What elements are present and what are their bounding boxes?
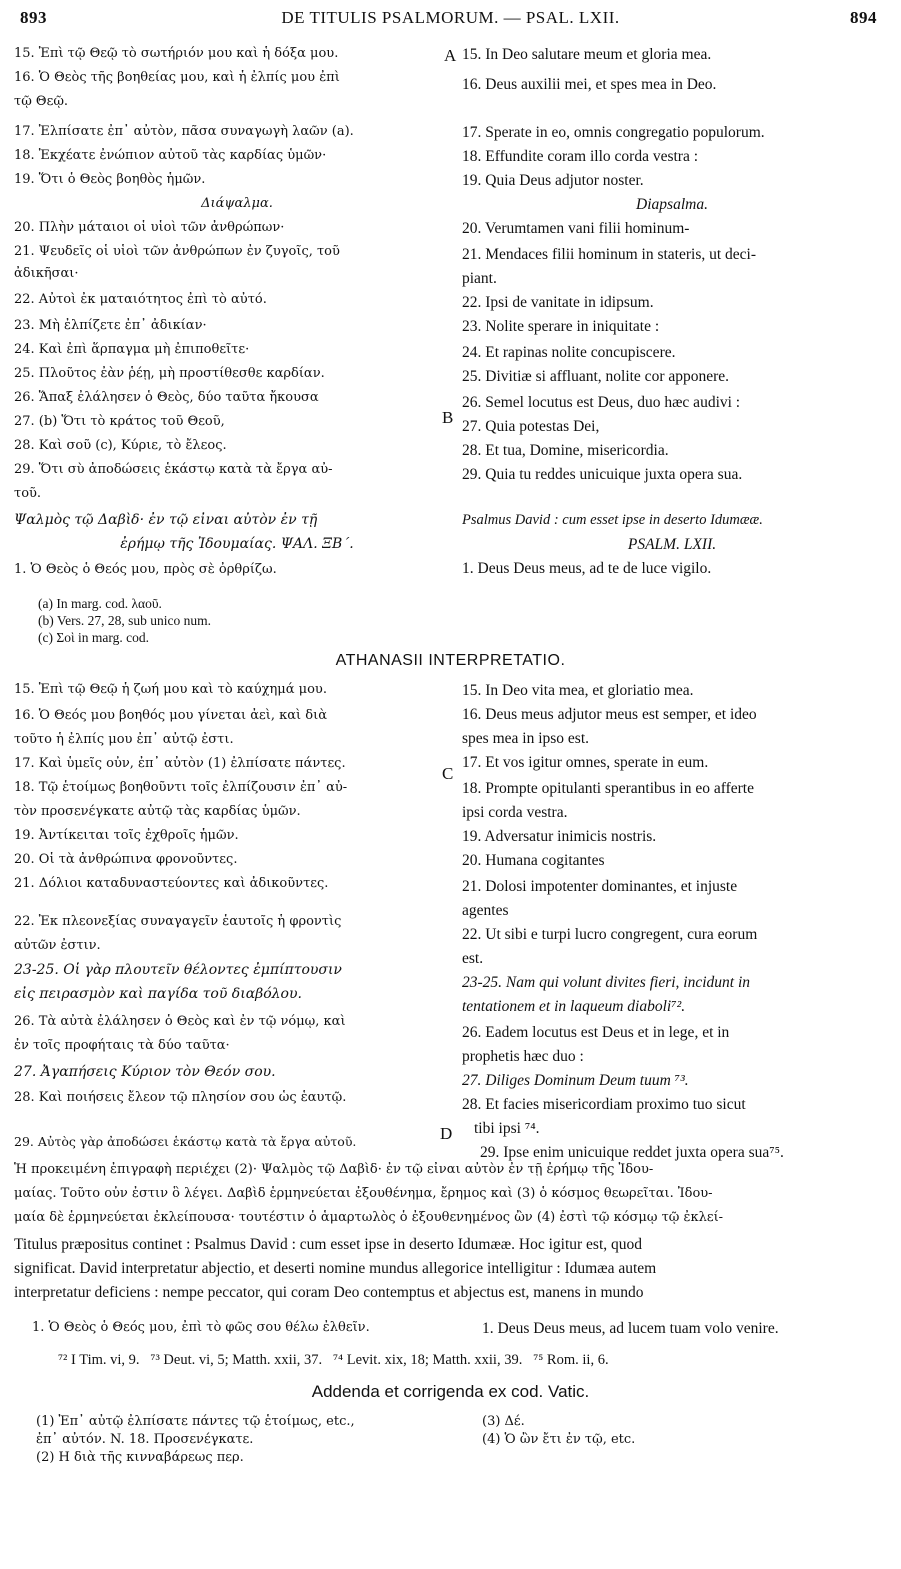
commentary-greek: μαίας. Τοῦτο οὖν ἐστιν ὃ λέγει. Δαβὶδ ἑρμηνεύεται ἐξουθένημα, ἔρημος καὶ (3) ὁ κόσμος θεωρεῖται. Ἰδου-	[14, 1186, 713, 1201]
greek-verse: 16. Ὁ Θεὸς τῆς βοηθείας μου, καὶ ἡ ἐλπίς μου ἐπὶ	[14, 70, 340, 85]
latin-verse: spes mea in ipso est.	[462, 730, 589, 747]
greek-verse: τοῦτο ἡ ἐλπίς μου ἐπ᾽ αὐτῷ ἐστι.	[14, 732, 234, 747]
greek-verse: 29. Αὐτὸς γὰρ ἀποδώσει ἑκάστῳ κατὰ τὰ ἔργα αὐτοῦ.	[14, 1134, 357, 1149]
greek-verse: 28. Καὶ ποιήσεις ἔλεον τῷ πλησίον σου ὡς ἑαυτῷ.	[14, 1090, 347, 1105]
greek-verse: 17. Ἐλπίσατε ἐπ᾽ αὐτὸν, πᾶσα συναγωγὴ λαῶν (a).	[14, 124, 354, 139]
margin-marker-a: A	[444, 46, 457, 65]
greek-verse: 22. Αὐτοὶ ἐκ ματαιότητος ἐπὶ τὸ αὐτό.	[14, 292, 267, 307]
margin-marker-c: C	[442, 764, 454, 783]
greek-psalm-title: ἐρήμῳ τῆς Ἰδουμαίας. ΨΑΛ. ΞΒ΄.	[120, 536, 354, 552]
greek-verse: 1. Ὁ Θεὸς ὁ Θεός μου, πρὸς σὲ ὀρθρίζω.	[14, 562, 277, 577]
greek-verse: 24. Καὶ ἐπὶ ἅρπαγμα μὴ ἐπιποθεῖτε·	[14, 342, 250, 357]
commentary-greek: Ἡ προκειμένη ἐπιγραφὴ περιέχει (2)· Ψαλμὸς τῷ Δαβὶδ· ἐν τῷ εἶναι αὐτὸν ἐν τῇ ἐρήμῳ τῆς Ἰδου-	[14, 1162, 654, 1177]
latin-verse: 27. Diliges Dominum Deum tuum ⁷³.	[462, 1072, 689, 1089]
latin-verse: est.	[462, 950, 484, 967]
latin-verse: 20. Humana cogitantes	[462, 852, 605, 869]
addenda-note: (1) Ἐπ᾽ αὐτῷ ἐλπίσατε πάντες τῷ ἑτοίμως, etc.,	[36, 1414, 355, 1429]
page-number-left: 893	[20, 8, 47, 27]
greek-verse: 18. Τῷ ἑτοίμως βοηθοῦντι τοῖς ἐλπίζουσιν ἐπ᾽ αὐ-	[14, 780, 348, 795]
greek-verse: 20. Οἱ τὰ ἀνθρώπινα φρονοῦντες.	[14, 852, 238, 867]
greek-verse: τὸν προσενέγκατε αὐτῷ τὰς καρδίας ὑμῶν.	[14, 804, 301, 819]
greek-verse: 19. Ὅτι ὁ Θεὸς βοηθὸς ἡμῶν.	[14, 172, 206, 187]
latin-psalm-title: Psalmus David : cum esset ipse in deserto Idumææ.	[462, 512, 763, 528]
addenda-note: (4) Ὁ ὢν ἔτι ἐν τῷ, etc.	[482, 1432, 636, 1447]
latin-verse: 18. Prompte opitulanti sperantibus in eo afferte	[462, 780, 754, 797]
latin-verse: tentationem et in laqueum diaboli⁷².	[462, 998, 686, 1015]
latin-verse: 15. In Deo vita mea, et gloriatio mea.	[462, 682, 694, 699]
addenda-note: (2) Η διὰ τῆς κινναβάρεως περ.	[36, 1450, 244, 1465]
latin-verse: ipsi corda vestra.	[462, 804, 568, 821]
greek-verse: 15. Ἐπὶ τῷ Θεῷ τὸ σωτήριόν μου καὶ ἡ δόξα μου.	[14, 46, 339, 61]
latin-verse: 1. Deus Deus meus, ad te de luce vigilo.	[462, 560, 712, 577]
greek-verse: 20. Πλὴν μάταιοι οἱ υἱοὶ τῶν ἀνθρώπων·	[14, 220, 285, 235]
latin-verse: 16. Deus meus adjutor meus est semper, et ideo	[462, 706, 757, 723]
greek-verse: ἀδικῆσαι·	[14, 266, 79, 281]
greek-verse: τοῦ.	[14, 486, 42, 501]
greek-verse: 28. Καὶ σοῦ (c), Κύριε, τὸ ἔλεος.	[14, 438, 227, 453]
final-greek-verse: 1. Ὁ Θεὸς ὁ Θεός μου, ἐπὶ τὸ φῶς σου θέλω ἐλθεῖν.	[32, 1320, 370, 1335]
greek-psalm-title: Ψαλμὸς τῷ Δαβὶδ· ἐν τῷ εἶναι αὐτὸν ἐν τῇ	[14, 512, 318, 528]
greek-verse: 18. Ἐκχέατε ἐνώπιον αὐτοῦ τὰς καρδίας ὑμῶν·	[14, 148, 327, 163]
addenda-title: Addenda et corrigenda ex cod. Vatic.	[311, 1382, 590, 1401]
latin-verse: 21. Mendaces filii hominum in stateris, ut deci-	[462, 246, 757, 263]
latin-verse: 29. Ipse enim unicuique reddet juxta opera sua⁷⁵.	[480, 1144, 784, 1161]
latin-verse: prophetis hæc duo :	[462, 1048, 584, 1065]
latin-verse: 27. Quia potestas Dei,	[462, 418, 600, 435]
latin-diapsalma: Diapsalma.	[636, 196, 708, 213]
greek-verse: 17. Καὶ ὑμεῖς οὖν, ἐπ᾽ αὐτὸν (1) ἐλπίσατε πάντες.	[14, 756, 346, 771]
addenda-note: ἐπ᾽ αὐτόν. N. 18. Προσενέγκατε.	[36, 1432, 254, 1447]
greek-verse: 15. Ἐπὶ τῷ Θεῷ ἡ ζωή μου καὶ τὸ καύχημά μου.	[14, 682, 327, 697]
latin-verse: 22. Ipsi de vanitate in idipsum.	[462, 294, 654, 311]
greek-verse: 21. Δόλιοι καταδυναστεύοντες καὶ ἀδικοῦντες.	[14, 876, 329, 891]
greek-verse: 26. Τὰ αὐτὰ ἐλάλησεν ὁ Θεὸς καὶ ἐν τῷ νόμῳ, καὶ	[14, 1014, 346, 1029]
latin-verse: 16. Deus auxilii mei, et spes mea in Deo.	[462, 76, 717, 93]
greek-verse: 29. Ὅτι σὺ ἀποδώσεις ἑκάστῳ κατὰ τὰ ἔργα αὐ-	[14, 462, 333, 477]
greek-verse: 22. Ἐκ πλεονεξίας συναγαγεῖν ἑαυτοῖς ἡ φροντὶς	[14, 914, 342, 929]
latin-verse: 25. Divitiæ si affluant, nolite cor apponere.	[462, 368, 730, 385]
latin-verse: 28. Et tua, Domine, misericordia.	[462, 442, 669, 459]
running-header	[0, 8, 901, 32]
greek-verse: 19. Ἀντίκειται τοῖς ἐχθροῖς ἡμῶν.	[14, 828, 239, 843]
margin-marker-d: D	[440, 1124, 453, 1143]
latin-verse: 19. Quia Deus adjutor noster.	[462, 172, 644, 189]
greek-verse: 27. (b) Ὅτι τὸ κράτος τοῦ Θεοῦ,	[14, 414, 225, 429]
latin-verse: piant.	[462, 270, 497, 287]
greek-verse: 27. Ἀγαπήσεις Κύριον τὸν Θεόν σου.	[14, 1064, 276, 1080]
latin-verse: 29. Quia tu reddes unicuique juxta opera sua.	[462, 466, 743, 483]
latin-verse: 17. Et vos igitur omnes, sperate in eum.	[462, 754, 709, 771]
latin-verse: 20. Verumtamen vani filii hominum-	[462, 220, 690, 237]
running-title: DE TITULIS PSALMORUM. — PSAL. LXII.	[281, 8, 620, 27]
latin-verse: 23-25. Nam qui volunt divites fieri, incidunt in	[462, 974, 751, 991]
commentary-latin: Titulus præpositus continet : Psalmus David : cum esset ipse in deserto Idumææ. Hoc igitur est, quod	[14, 1236, 643, 1253]
latin-verse: 17. Sperate in eo, omnis congregatio populorum.	[462, 124, 765, 141]
critical-note: (a) In marg. cod. λαοῦ.	[38, 596, 162, 611]
greek-verse: 21. Ψευδεῖς οἱ υἱοὶ τῶν ἀνθρώπων ἐν ζυγοῖς, τοῦ	[14, 244, 340, 259]
critical-note: (b) Vers. 27, 28, sub unico num.	[38, 613, 211, 628]
commentary-greek: μαία δὲ ἑρμηνεύεται ἐκλείπουσα· τουτέστιν ὁ ἁμαρτωλὸς ὁ ἐξουθενημένος ὢν (4) ἐστὶ τῷ κόσμῳ τῷ ἐκλεί-	[14, 1210, 724, 1225]
commentary-latin: interpretatur deficiens : nempe peccator, qui coram Deo contemptus et abjectus est, manens in mundo	[14, 1284, 644, 1301]
addenda-note: (3) Δέ.	[482, 1414, 525, 1429]
page-number-right: 894	[850, 8, 877, 27]
latin-psalm-number: PSALM. LXII.	[627, 536, 717, 553]
greek-verse: 26. Ἅπαξ ἐλάλησεν ὁ Θεὸς, δύο ταῦτα ἤκουσα	[14, 390, 319, 405]
latin-verse: agentes	[462, 902, 509, 919]
latin-verse: 28. Et facies misericordiam proximo tuo sicut	[462, 1096, 746, 1113]
greek-verse: 16. Ὁ Θεός μου βοηθός μου γίνεται ἀεὶ, καὶ διὰ	[14, 708, 327, 723]
latin-verse: tibi ipsi ⁷⁴.	[474, 1120, 540, 1137]
scripture-footnotes: ⁷² I Tim. vi, 9. ⁷³ Deut. vi, 5; Matth. xxii, 37. ⁷⁴ Levit. xix, 18; Matth. xxii, 39. ⁷⁵ Rom. ii, 6.	[58, 1352, 609, 1368]
final-latin-verse: 1. Deus Deus meus, ad lucem tuam volo venire.	[482, 1320, 779, 1337]
section-title: ATHANASII INTERPRETATIO.	[335, 652, 566, 669]
latin-verse: 22. Ut sibi e turpi lucro congregent, cura eorum	[462, 926, 758, 943]
latin-verse: 19. Adversatur inimicis nostris.	[462, 828, 657, 845]
critical-note: (c) Σοὶ in marg. cod.	[38, 630, 149, 645]
greek-diapsalma: Διάψαλμα.	[201, 196, 273, 211]
latin-verse: 23. Nolite sperare in iniquitate :	[462, 318, 660, 335]
latin-verse: 26. Eadem locutus est Deus et in lege, et in	[462, 1024, 730, 1041]
latin-verse: 24. Et rapinas nolite concupiscere.	[462, 344, 676, 361]
greek-verse: ἐν τοῖς προφήταις τὰ δύο ταῦτα·	[14, 1038, 230, 1053]
greek-verse: εἰς πειρασμὸν καὶ παγίδα τοῦ διαβόλου.	[14, 986, 302, 1002]
latin-verse: 21. Dolosi impotenter dominantes, et injuste	[462, 878, 738, 895]
margin-marker-b: B	[442, 408, 454, 427]
greek-verse: 25. Πλοῦτος ἐὰν ῥέῃ, μὴ προστίθεσθε καρδίαν.	[14, 366, 325, 381]
greek-verse: αὐτῶν ἐστιν.	[14, 938, 101, 953]
greek-verse: 23. Μὴ ἐλπίζετε ἐπ᾽ ἀδικίαν·	[14, 318, 207, 333]
greek-verse: τῷ Θεῷ.	[14, 94, 69, 109]
latin-verse: 15. In Deo salutare meum et gloria mea.	[462, 46, 712, 63]
commentary-latin: significat. David interpretatur abjectio, et deserti nomine mundus allegorice intelligitur : Idumæa autem	[14, 1260, 657, 1277]
latin-verse: 26. Semel locutus est Deus, duo hæc audivi :	[462, 394, 741, 411]
latin-verse: 18. Effundite coram illo corda vestra :	[462, 148, 699, 165]
greek-verse: 23-25. Οἱ γὰρ πλουτεῖν θέλοντες ἐμπίπτουσιν	[14, 962, 342, 978]
